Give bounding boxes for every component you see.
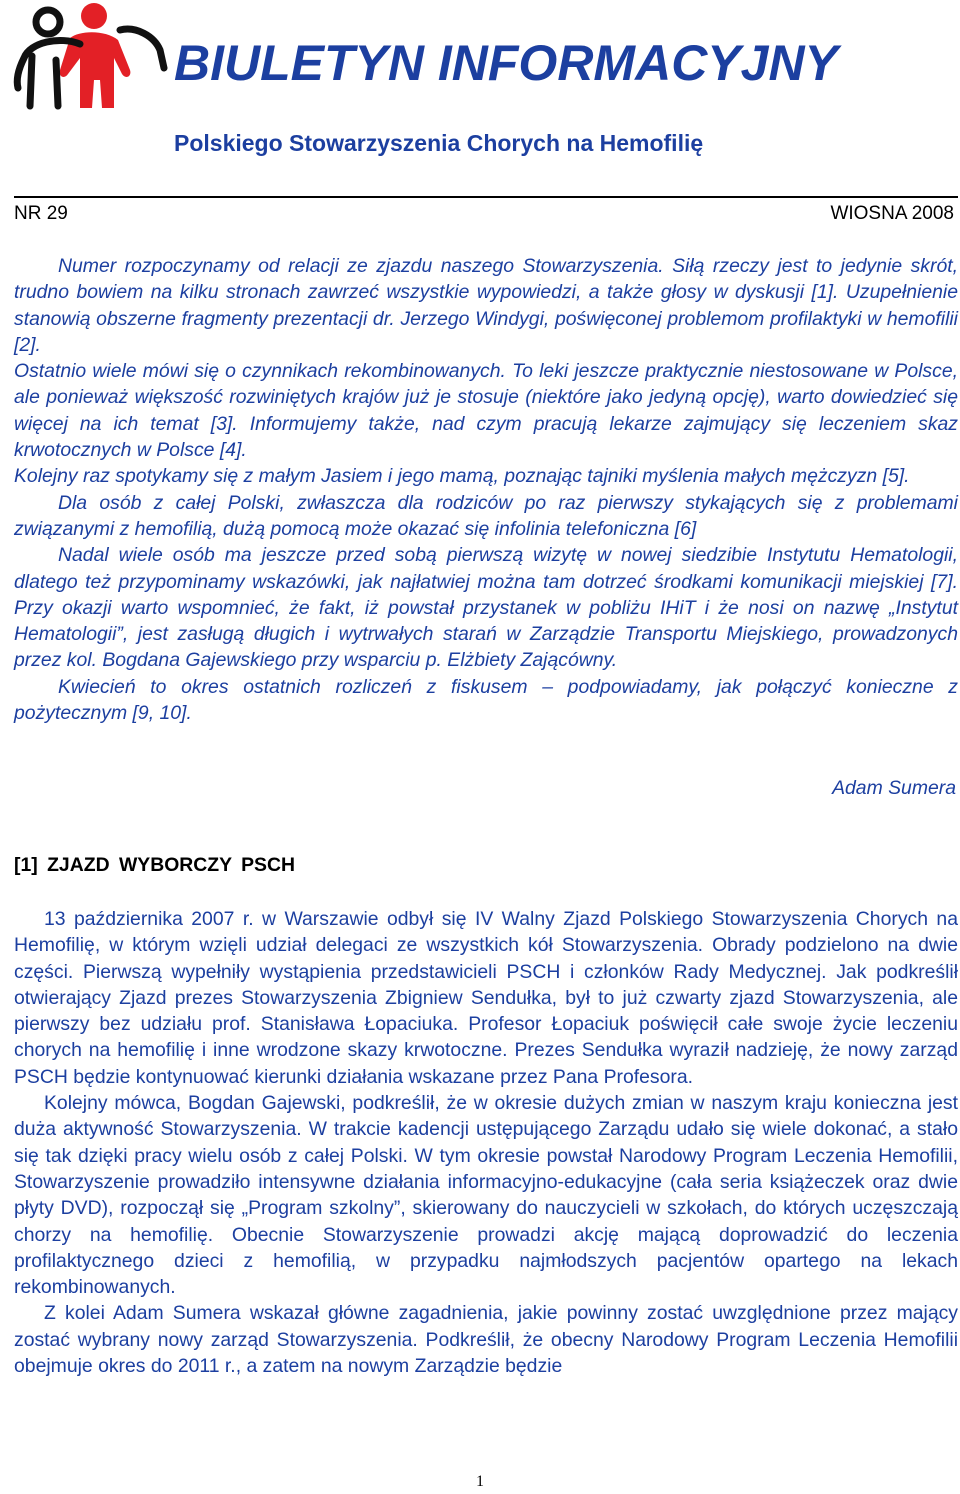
psch-logo-figures-icon <box>10 0 170 112</box>
bulletin-subtitle: Polskiego Stowarzyszenia Chorych na Hemofilię <box>174 130 704 156</box>
section-body <box>14 906 958 1379</box>
section-heading: [1] ZJAZD WYBORCZY PSCH <box>14 854 295 876</box>
intro-paragraph: Kwiecień to okres ostatnich rozliczeń z fiskusem – podpowiadamy, jak połączyć konieczne z pożytecznym [9, 10]. <box>14 675 958 725</box>
issue-season: WIOSNA 2008 <box>830 203 954 224</box>
issue-number: NR 29 <box>14 203 68 224</box>
body-paragraph: Kolejny mówca, Bogdan Gajewski, podkreślił, że w okresie dużych zmian w naszym kraju konieczna jest duża aktywność Stowarzyszenia. W trakcie kadencji ustępującego Zarządu udało się wiele dokonać, a stało się tak dzięki pracy wielu osób z całej Polski. W tym okresie powstał Narodowy Program Leczenia Hemofilii, Stowarzyszenie prowadziło intensywne działania informacyjno-edukacyjne (cała seria książeczek oraz dwie płyty DVD), rozpoczął się „Program szkolny”, skierowany do nauczycieli w szkołach, do których uczęszczają chorzy na hemofilię. Obecnie Stowarzyszenie prowadzi akcję mającą doprowadzić do leczenia profilaktycznego dzieci z hemofilią, w przypadku najmłodszych pacjentów opartego na lekach rekombinowanych. <box>14 1092 958 1299</box>
page-number: 1 <box>476 1473 484 1490</box>
intro-paragraph: Nadal wiele osób ma jeszcze przed sobą pierwszą wizytę w nowej siedzibie Instytutu Hematologii, dlatego też przypominamy wskazówki, jak najłatwiej można tam dotrzeć środkami komunikacji miejskiej [7]. Przy okazji warto wspomnieć, że fakt, iż powstał przystanek w pobliżu IHiT i że nosi on nazwę „Instytut Hematologii”, jest zasługą długich i wytrwałych starań w Zarządzie Transportu Miejskiego, prowadzonych przez kol. Bogdana Gajewskiego przy wsparciu p. Elżbiety Zającówny. <box>14 544 958 672</box>
body-paragraph: 13 października 2007 r. w Warszawie odbył się IV Walny Zjazd Polskiego Stowarzyszenia Chorych na Hemofilię, w którym wzięli udział delegaci ze wszystkich kół Stowarzyszenia. Obrady podzielono na dwie części. Pierwszą wypełniły wystąpienia przedstawicieli PSCH i członków Rady Medycznej. Jak podkreślił otwierający Zjazd prezes Stowarzyszenia Zbigniew Sendułka, był to już czwarty zjazd Stowarzyszenia, ale pierwszy bez udziału prof. Stanisława Łopaciuka. Profesor Łopaciuk poświęcił całe swoje życie leczeniu chorych na hemofilię i inne wrodzone skazy krwotoczne. Prezes Sendułka wyraził nadzieję, że nowy zarząd PSCH będzie kontynuować kierunki działania wskazane przez Pana Profesora. <box>14 908 958 1088</box>
bulletin-title: BIULETYN INFORMACYJNY <box>174 35 838 91</box>
editorial-intro <box>14 253 958 726</box>
editorial-signature: Adam Sumera <box>832 777 956 799</box>
intro-paragraph: Numer rozpoczynamy od relacji ze zjazdu naszego Stowarzyszenia. Siłą rzeczy jest to jedynie skrót, trudno bowiem na kilku stronach zawrzeć wszystkie wypowiedzi, a także głosy w dyskusji [1]. Uzupełnienie stanowią obszerne fragmenty prezentacji dr. Jerzego Windygi, poświęconej problemom profilaktyki w hemofilii [2]. <box>14 255 958 356</box>
logo-red-figure <box>60 3 131 108</box>
header-divider <box>14 196 958 198</box>
intro-paragraph: Kolejny raz spotykamy się z małym Jasiem i jego mamą, poznając tajniki myślenia małych mężczyzn [5]. <box>14 465 910 488</box>
body-paragraph: Z kolei Adam Sumera wskazał główne zagadnienia, jakie powinny zostać uwzględnione przez mający zostać wybrany nowy zarząd Stowarzyszenia. Podkreślił, że obecny Narodowy Program Leczenia Hemofilii obejmuje okres do 2011 r., a zatem na nowym Zarządzie będzie <box>14 1302 958 1378</box>
intro-paragraph: Ostatnio wiele mówi się o czynnikach rekombinowanych. To leki jeszcze praktycznie niestosowane w Polsce, ale ponieważ większość rozwiniętych krajów już je stosuje (niektóre jako jedyną opcję), warto dowiedzieć się więcej na ich temat [3]. Informujemy także, nad czym pracują lekarze zajmujący się leczeniem skaz krwotocznych w Polsce [4]. <box>14 360 958 462</box>
intro-paragraph: Dla osób z całej Polski, zwłaszcza dla rodziców po raz pierwszy stykających się z problemami związanymi z hemofilią, dużą pomocą może okazać się infolinia telefoniczna [6] <box>14 491 958 540</box>
